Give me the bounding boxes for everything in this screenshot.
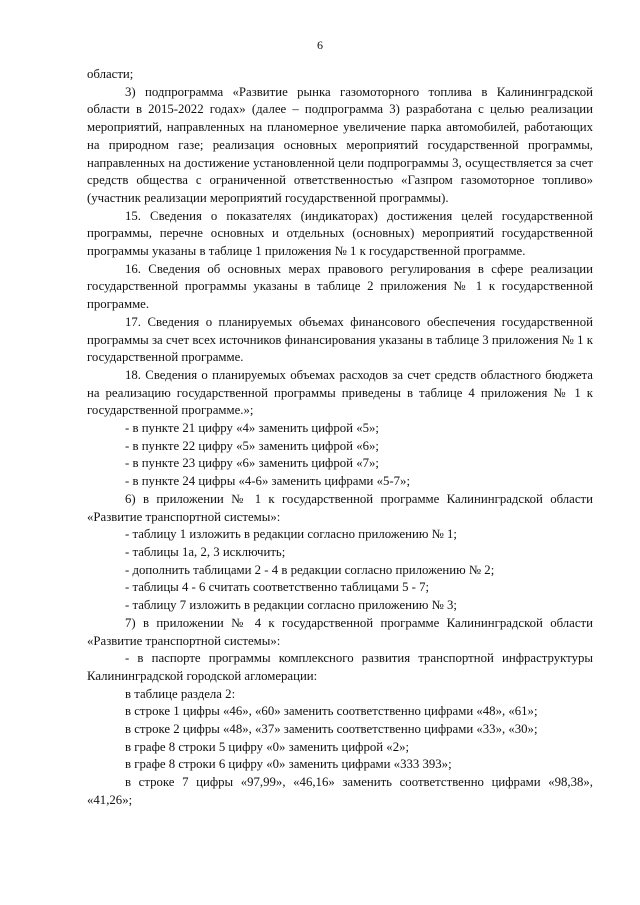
paragraph-18: 18. Сведения о планируемых объемах расходов за счет средств областного бюджета на реализацию государственной программы приведены в таблице 4 приложения № 1 к государственной программе.»;: [87, 367, 593, 418]
paragraph-15: 15. Сведения о показателях (индикаторах) достижения целей государственной программы, перечне основных и отдельных (основных) мероприятий государственной программы указаны в таблице 1 приложения № 1 к государственной программе.: [87, 208, 593, 259]
list-item: в графе 8 строки 6 цифру «0» заменить цифрами «333 393»;: [125, 757, 452, 772]
list-item: - таблицы 4 - 6 считать соответственно таблицами 5 - 7;: [125, 580, 430, 595]
list-item: - в пункте 21 цифру «4» заменить цифрой «5»;: [125, 421, 379, 436]
paragraph-item-7: 7) в приложении № 4 к государственной программе Калининградской области «Развитие транспортной системы»:: [87, 615, 593, 648]
list-item: - в пункте 24 цифры «4-6» заменить цифрами «5-7»;: [125, 474, 411, 489]
list-item: - в пункте 22 цифру «5» заменить цифрой «6»;: [125, 438, 379, 453]
list-item: в таблице раздела 2:: [125, 686, 236, 701]
paragraph-16: 16. Сведения об основных мерах правового регулирования в сфере реализации государственной программы указаны в таблице 2 приложения № 1 к государственной программе.: [87, 261, 593, 312]
list-item: в строке 2 цифры «48», «37» заменить соответственно цифрами «33», «30»;: [125, 722, 538, 737]
list-item: - таблицу 1 изложить в редакции согласно приложению № 1;: [125, 527, 457, 542]
list-item: - в пункте 23 цифру «6» заменить цифрой «7»;: [125, 456, 379, 471]
list-item: в строке 7 цифры «97,99», «46,16» заменить соответственно цифрами «98,38», «41,26»;: [87, 775, 593, 807]
list-item: в строке 1 цифры «46», «60» заменить соответственно цифрами «48», «61»;: [125, 704, 538, 719]
paragraph-item-6: 6) в приложении № 1 к государственной программе Калининградской области «Развитие транспортной системы»:: [87, 491, 593, 524]
list-item: - таблицу 7 изложить в редакции согласно приложению № 3;: [125, 598, 457, 613]
paragraph-subprogram-3: 3) подпрограмма «Развитие рынка газомоторного топлива в Калининградской области в 2015-2022 годах» (далее – подпрограмма 3) разработана с целью реализации мероприятий, направленных на планомерное увеличение парка автомобилей, работающих на природном газе; реализация основных мероприятий государственной программы, направленных на достижение установленной цели подпрограммы 3, осуществляется за счет средств общества с ограниченной ответственностью «Газпром газомоторное топливо» (участник реализации мероприятий государственной программы).: [87, 84, 593, 205]
paragraph-17: 17. Сведения о планируемых объемах финансового обеспечения государственной программы за счет всех источников финансирования указаны в таблице 3 приложения № 1 к государственной программе.: [87, 314, 593, 365]
list-item: - дополнить таблицами 2 - 4 в редакции согласно приложению № 2;: [125, 562, 495, 577]
list-item: в графе 8 строки 5 цифру «0» заменить цифрой «2»;: [125, 739, 410, 754]
text-line: области;: [87, 67, 134, 81]
document-body: [87, 66, 593, 810]
page-number: 6: [317, 38, 323, 52]
list-item: - таблицы 1а, 2, 3 исключить;: [125, 544, 286, 559]
paragraph-passport: - в паспорте программы комплексного развития транспортной инфраструктуры Калининградской городской агломерации:: [87, 651, 593, 683]
